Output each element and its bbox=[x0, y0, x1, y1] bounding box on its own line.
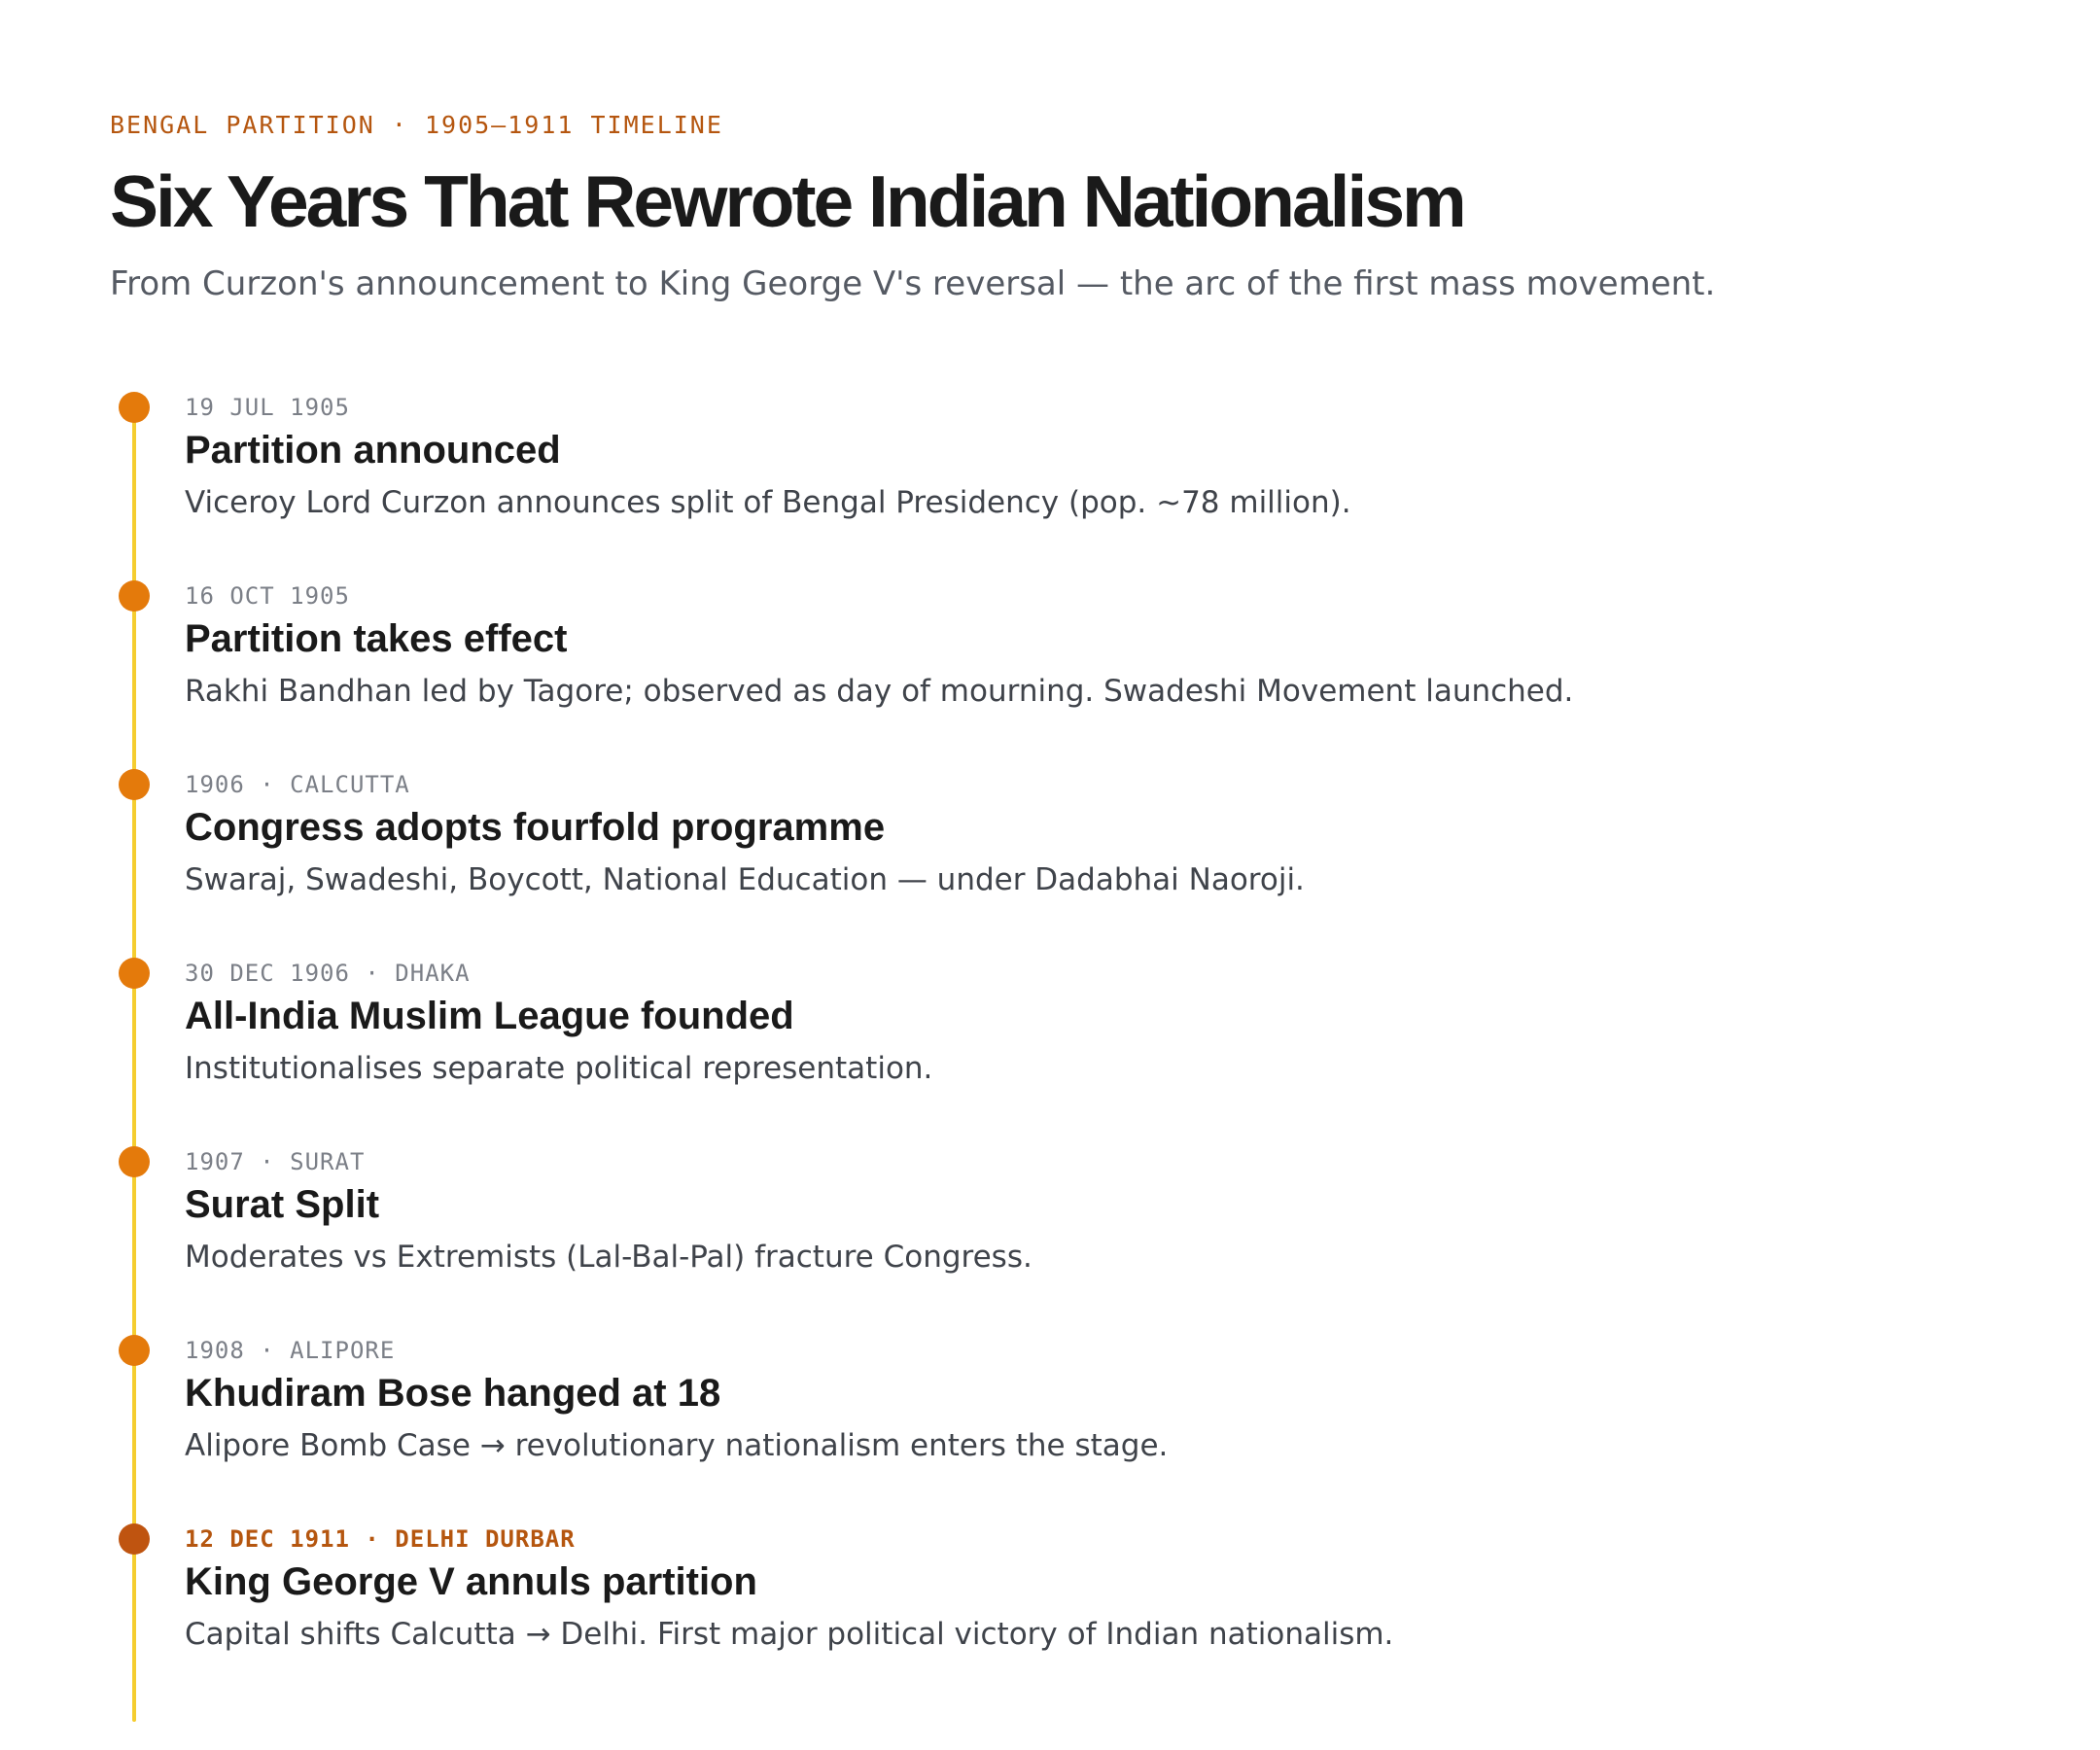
page-subtitle: From Curzon's announcement to King George V's reversal — the arc of the first mass movement. bbox=[110, 264, 1716, 303]
timeline-connector bbox=[132, 407, 136, 590]
timeline-marker-icon bbox=[119, 958, 150, 989]
event-date: 1908 · ALIPORE bbox=[185, 1337, 396, 1364]
timeline-event-final bbox=[110, 1523, 1957, 1712]
timeline-connector bbox=[132, 785, 136, 967]
event-date: 1906 · CALCUTTA bbox=[185, 771, 410, 798]
event-description: Moderates vs Extremists (Lal-Bal-Pal) fracture Congress. bbox=[185, 1240, 1032, 1275]
timeline bbox=[110, 392, 1957, 1712]
event-date: 30 DEC 1906 · DHAKA bbox=[185, 960, 471, 987]
page-title: Six Years That Rewrote Indian Nationalism bbox=[110, 160, 1464, 242]
event-date: 12 DEC 1911 · DELHI DURBAR bbox=[185, 1525, 576, 1553]
timeline-marker-final-icon bbox=[119, 1523, 150, 1555]
timeline-marker-icon bbox=[119, 1146, 150, 1177]
timeline-event bbox=[110, 580, 1957, 769]
timeline-event bbox=[110, 958, 1957, 1146]
event-title: Khudiram Bose hanged at 18 bbox=[185, 1372, 721, 1415]
timeline-marker-icon bbox=[119, 769, 150, 800]
event-title: King George V annuls partition bbox=[185, 1560, 757, 1603]
eyebrow-label: BENGAL PARTITION · 1905–1911 TIMELINE bbox=[110, 111, 723, 139]
timeline-connector bbox=[132, 973, 136, 1156]
event-description: Alipore Bomb Case → revolutionary nationalism enters the stage. bbox=[185, 1428, 1169, 1463]
event-description: Viceroy Lord Curzon announces split of Bengal Presidency (pop. ~78 million). bbox=[185, 485, 1351, 520]
event-title: Congress adopts fourfold programme bbox=[185, 806, 886, 849]
timeline-connector bbox=[132, 1162, 136, 1345]
event-description: Swaraj, Swadeshi, Boycott, National Education — under Dadabhai Naoroji. bbox=[185, 862, 1305, 897]
timeline-event bbox=[110, 1335, 1957, 1523]
event-title: Surat Split bbox=[185, 1183, 380, 1226]
event-title: Partition takes effect bbox=[185, 617, 568, 660]
timeline-marker-icon bbox=[119, 1335, 150, 1366]
timeline-marker-icon bbox=[119, 580, 150, 612]
event-date: 16 OCT 1905 bbox=[185, 582, 350, 610]
event-description: Institutionalises separate political representation. bbox=[185, 1051, 933, 1086]
timeline-connector bbox=[132, 1350, 136, 1533]
timeline-event bbox=[110, 392, 1957, 580]
event-title: Partition announced bbox=[185, 429, 561, 472]
event-description: Rakhi Bandhan led by Tagore; observed as day of mourning. Swadeshi Movement launched. bbox=[185, 674, 1574, 709]
event-date: 1907 · SURAT bbox=[185, 1148, 366, 1175]
timeline-connector bbox=[132, 1539, 136, 1722]
event-date: 19 JUL 1905 bbox=[185, 394, 350, 421]
timeline-connector bbox=[132, 596, 136, 779]
timeline-event bbox=[110, 1146, 1957, 1335]
timeline-event bbox=[110, 769, 1957, 958]
event-description: Capital shifts Calcutta → Delhi. First major political victory of Indian nationalism. bbox=[185, 1617, 1394, 1652]
event-title: All-India Muslim League founded bbox=[185, 995, 794, 1037]
timeline-marker-icon bbox=[119, 392, 150, 423]
